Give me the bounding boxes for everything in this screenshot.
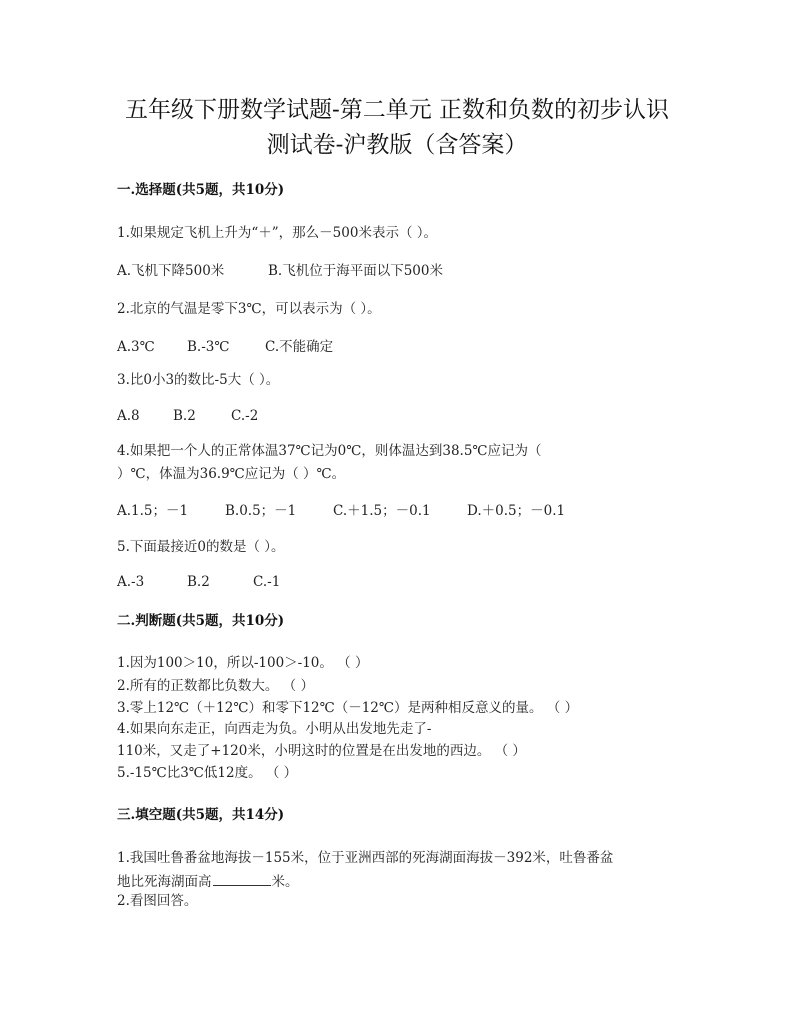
judgment-item-4-line1: 4.如果向东走正，向西走为负。小明从出发地先走了- [117, 721, 432, 737]
judgment-item-1: 1.因为100＞10，所以-100＞-10。 （ ） [117, 655, 369, 671]
judgment-item-5: 5.-15℃比3℃低12度。 （ ） [117, 765, 298, 781]
question-3-option-b: B.2 [173, 408, 196, 424]
question-4-option-b: B.0.5；－1 [225, 503, 297, 519]
question-5-option-c: C.-1 [253, 574, 281, 590]
question-1-stem: 1.如果规定飞机上升为“＋”，那么－500米表示（ ）。 [117, 225, 437, 241]
question-3-option-c: C.-2 [231, 408, 259, 424]
question-5-stem: 5.下面最接近0的数是（ ）。 [117, 539, 285, 555]
judgment-item-2: 2.所有的正数都比负数大。 （ ） [117, 678, 314, 694]
question-5-option-b: B.2 [187, 574, 210, 590]
fill-question-1-suffix: 米。 [271, 874, 299, 890]
section-heading-judgment: 二.判断题(共5题，共10分) [117, 613, 285, 629]
question-4-stem-line2: ）℃，体温为36.9℃应记为（ ）℃。 [117, 466, 346, 482]
question-1-option-b: B.飞机位于海平面以下500米 [268, 263, 443, 279]
question-2-option-a: A.3℃ [117, 339, 155, 355]
judgment-item-3: 3.零上12℃（＋12℃）和零下12℃（－12℃）是两种相反意义的量。 （ ） [117, 700, 579, 716]
question-5-option-a: A.-3 [117, 574, 145, 590]
question-4-option-a: A.1.5；－1 [117, 503, 189, 519]
section-heading-fill-in: 三.填空题(共5题，共14分) [117, 807, 285, 823]
question-4-option-c: C.＋1.5；－0.1 [333, 503, 431, 519]
fill-question-2: 2.看图回答。 [117, 893, 198, 909]
question-3-stem: 3.比0小3的数比-5大（ ）。 [117, 372, 280, 388]
page-title: 五年级下册数学试题-第二单元 正数和负数的初步认识 [124, 97, 670, 123]
question-1-option-a: A.飞机下降500米 [117, 263, 225, 279]
fill-question-1-line2 [117, 871, 299, 892]
question-2-option-b: B.-3℃ [187, 339, 230, 355]
section-heading-choice: 一.选择题(共5题，共10分) [117, 182, 285, 198]
question-2-option-c: C.不能确定 [265, 339, 334, 355]
question-4-stem-line1: 4.如果把一个人的正常体温37℃记为0℃，则体温达到38.5℃应记为（ [117, 443, 542, 459]
question-4-option-d: D.＋0.5；－0.1 [467, 503, 566, 519]
judgment-item-4-line2: 110米，又走了+120米，小明这时的位置是在出发地的西边。 （ ） [117, 743, 526, 759]
fill-question-1-prefix: 地比死海湖面高 [117, 874, 212, 890]
fill-question-1-line1: 1.我国吐鲁番盆地海拔－155米，位于亚洲西部的死海湖面海拔－392米，吐鲁番盆 [117, 850, 614, 866]
page-subtitle: 测试卷-沪教版（含答案） [266, 132, 528, 158]
question-3-option-a: A.8 [117, 408, 140, 424]
question-2-stem: 2.北京的气温是零下3℃，可以表示为（ ）。 [117, 301, 381, 317]
answer-blank[interactable] [213, 871, 271, 886]
